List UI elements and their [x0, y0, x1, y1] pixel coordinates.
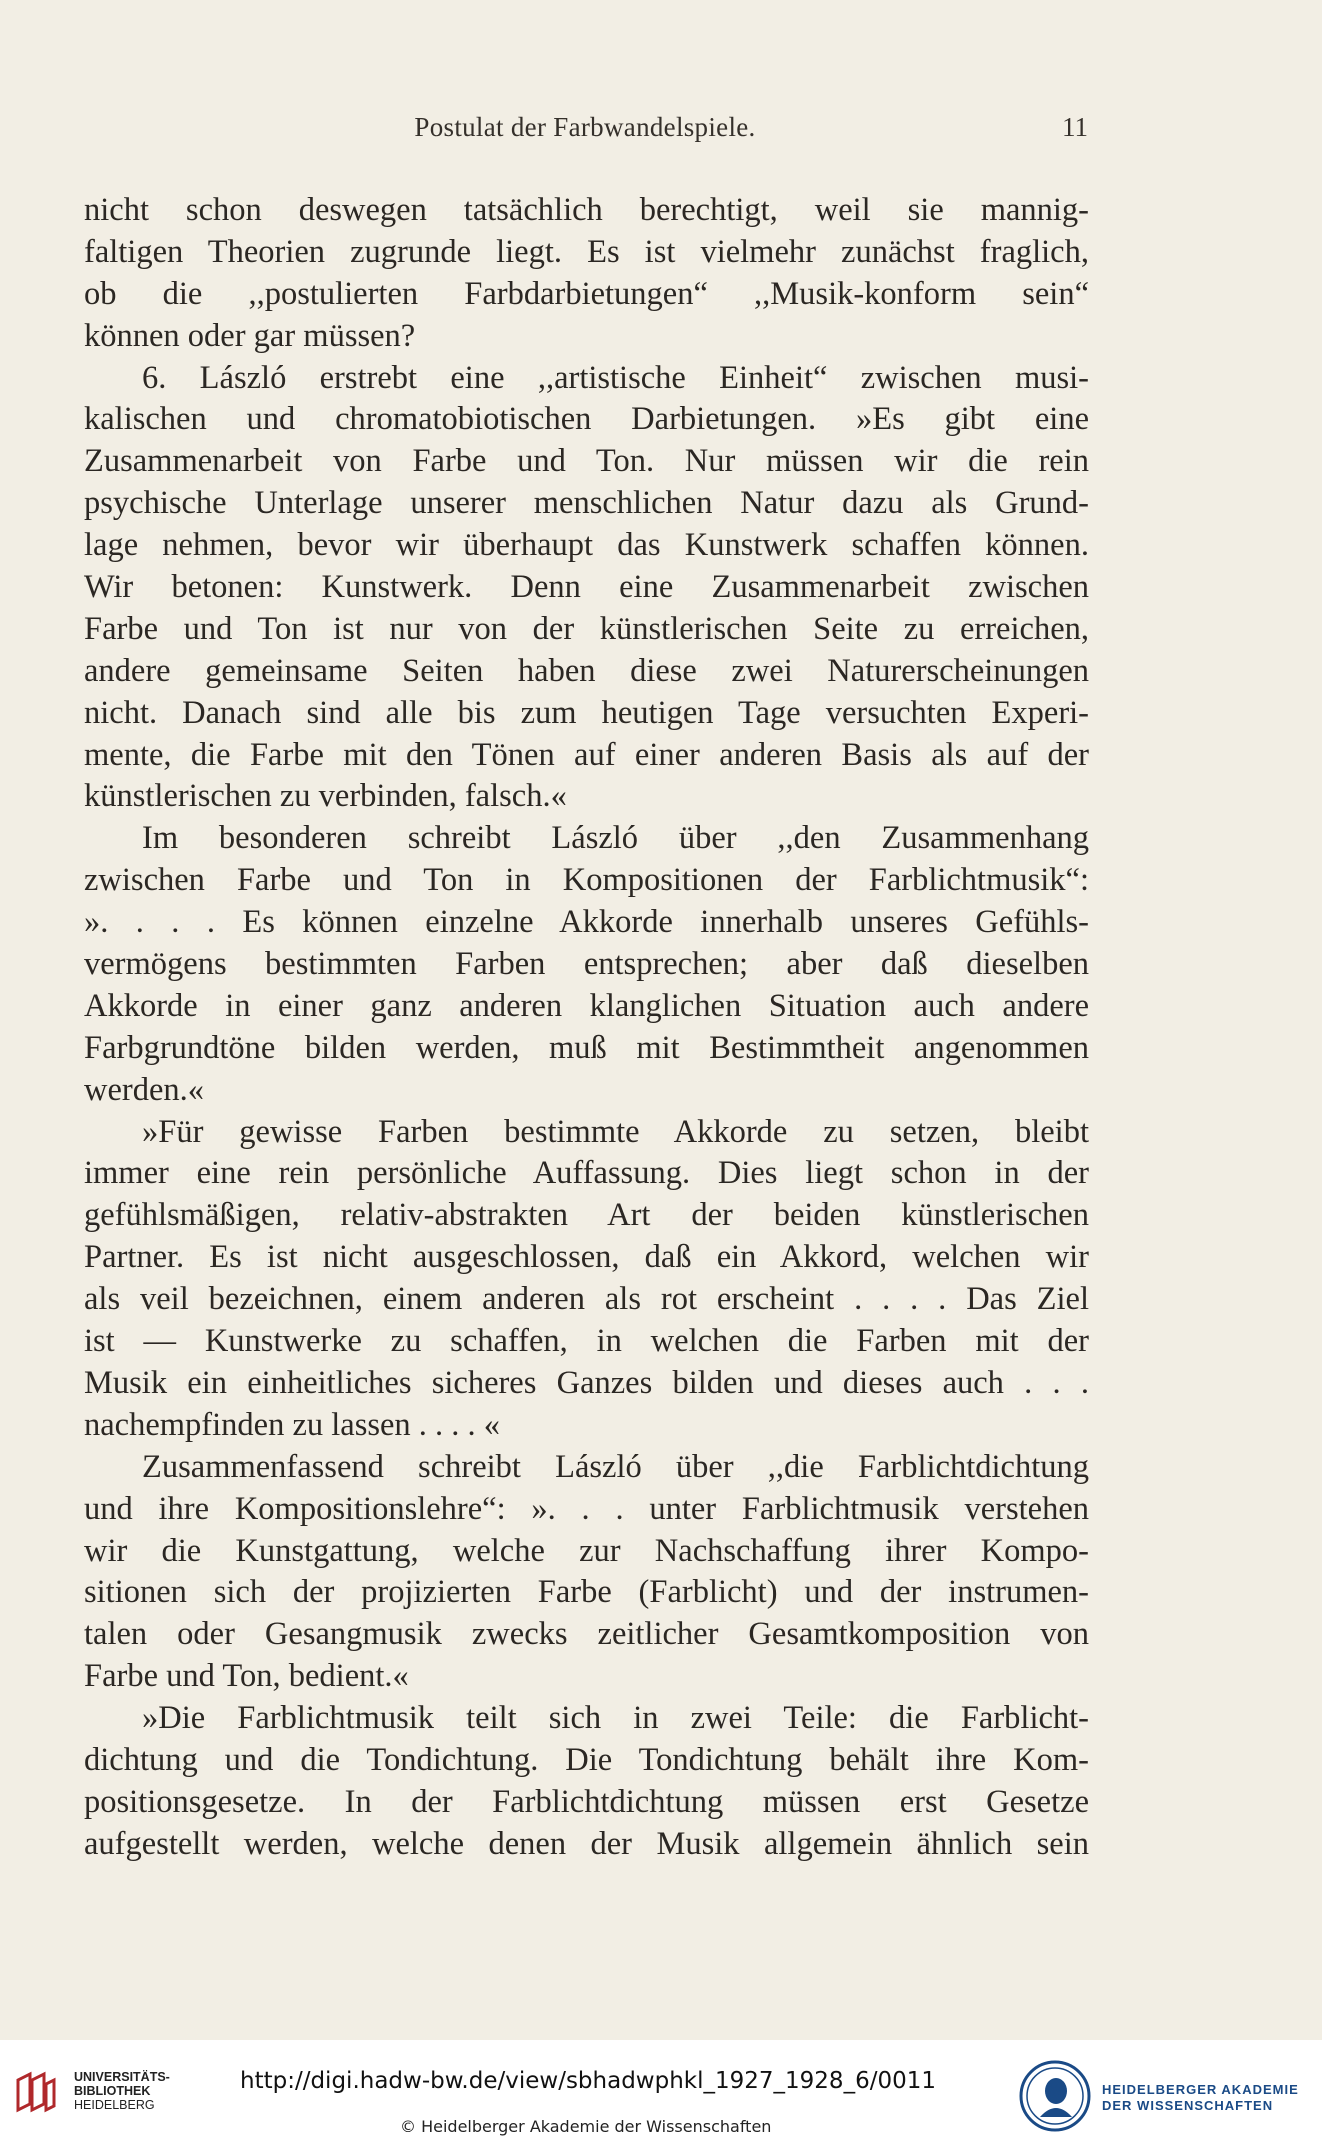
- text-line: nachempfinden zu lassen . . . . «: [84, 1406, 501, 1443]
- text-line: künstlerischen zu verbinden, falsch.«: [84, 778, 567, 815]
- text-line: Farbe und Ton, bedient.«: [84, 1658, 409, 1695]
- text-line: »Die Farblichtmusik teilt sich in zwei Teile: die Farblicht-: [142, 1700, 1089, 1737]
- text-line: Im besonderen schreibt László über ,,den Zusammenhang: [142, 820, 1089, 857]
- text-line: ». . . . Es können einzelne Akkorde innerhalb unseres Gefühls-: [84, 904, 1089, 941]
- body-text: [84, 190, 1089, 1866]
- text-line: talen oder Gesangmusik zwecks zeitlicher Gesamtkomposition von: [84, 1616, 1089, 1653]
- library-city: HEIDELBERG: [74, 2098, 155, 2112]
- text-line: sitionen sich der projizierten Farbe (Farblicht) und der instrumen-: [84, 1574, 1089, 1611]
- copyright-notice: © Heidelberger Akademie der Wissenschaften: [400, 2117, 772, 2136]
- text-line: Akkorde in einer ganz anderen klanglichen Situation auch andere: [84, 987, 1089, 1024]
- text-line: ist — Kunstwerke zu schaffen, in welchen die Farben mit der: [84, 1323, 1089, 1360]
- page-number: 11: [1062, 112, 1088, 142]
- text-line: »Für gewisse Farben bestimmte Akkorde zu setzen, bleibt: [142, 1113, 1089, 1150]
- text-line: 6. László erstrebt eine ,,artistische Einheit“ zwischen musi-: [142, 359, 1089, 396]
- text-line: gefühlsmäßigen, relativ-abstrakten Art der beiden künstlerischen: [84, 1197, 1089, 1234]
- text-line: ob die ,,postulierten Farbdarbietungen“ ,,Musik-konform sein“: [84, 275, 1089, 312]
- university-library-logo-icon: [14, 2070, 58, 2114]
- text-line: und ihre Kompositionslehre“: ». . . unter Farblichtmusik verstehen: [84, 1490, 1089, 1527]
- text-line: psychische Unterlage unserer menschlichen Natur dazu als Grund-: [84, 485, 1089, 522]
- text-line: kalischen und chromatobiotischen Darbietungen. »Es gibt eine: [84, 401, 1089, 438]
- text-line: nicht. Danach sind alle bis zum heutigen Tage versuchten Experi-: [84, 694, 1089, 731]
- text-line: können oder gar müssen?: [84, 317, 416, 354]
- text-line: Wir betonen: Kunstwerk. Denn eine Zusammenarbeit zwischen: [84, 569, 1089, 606]
- text-line: andere gemeinsame Seiten haben diese zwei Naturerscheinungen: [84, 652, 1089, 689]
- text-line: Farbgrundtöne bilden werden, muß mit Bestimmtheit angenommen: [84, 1029, 1089, 1066]
- running-title: Postulat der Farbwandelspiele.: [414, 112, 756, 142]
- text-line: faltigen Theorien zugrunde liegt. Es ist vielmehr zunächst fraglich,: [84, 233, 1089, 270]
- library-label: [74, 2070, 170, 2112]
- text-line: immer eine rein persönliche Auffassung. Dies liegt schon in der: [84, 1155, 1089, 1192]
- text-line: Partner. Es ist nicht ausgeschlossen, daß ein Akkord, welchen wir: [84, 1239, 1089, 1276]
- text-line: aufgestellt werden, welche denen der Musik allgemein ähnlich sein: [84, 1825, 1089, 1862]
- academy-line1: HEIDELBERGER AKADEMIE: [1102, 2082, 1299, 2097]
- text-line: werden.«: [84, 1071, 205, 1108]
- academy-seal-icon: [1018, 2059, 1092, 2133]
- text-line: wir die Kunstgattung, welche zur Nachschaffung ihrer Kompo-: [84, 1532, 1089, 1569]
- academy-label: [1102, 2082, 1299, 2114]
- text-line: zwischen Farbe und Ton in Kompositionen der Farblichtmusik“:: [84, 862, 1089, 899]
- text-line: Zusammenarbeit von Farbe und Ton. Nur müssen wir die rein: [84, 443, 1089, 480]
- page-header: [82, 112, 1088, 152]
- text-line: Zusammenfassend schreibt László über ,,die Farblichtdichtung: [142, 1448, 1089, 1485]
- text-line: positionsgesetze. In der Farblichtdichtung müssen erst Gesetze: [84, 1783, 1089, 1820]
- text-line: Musik ein einheitliches sicheres Ganzes bilden und dieses auch . . .: [84, 1364, 1089, 1401]
- text-line: dichtung und die Tondichtung. Die Tondichtung behält ihre Kom-: [84, 1741, 1089, 1778]
- digitization-footer: [0, 2040, 1322, 2151]
- library-name: UNIVERSITÄTS-: [74, 2070, 170, 2084]
- text-line: lage nehmen, bevor wir überhaupt das Kunstwerk schaffen können.: [84, 527, 1089, 564]
- library-name-2: BIBLIOTHEK: [74, 2084, 151, 2098]
- text-line: als veil bezeichnen, einem anderen als rot erscheint . . . . Das Ziel: [84, 1281, 1089, 1318]
- academy-line2: DER WISSENSCHAFTEN: [1102, 2098, 1274, 2113]
- permalink-url[interactable]: http://digi.hadw-bw.de/view/sbhadwphkl_1927_1928_6/0011: [240, 2068, 936, 2094]
- text-line: vermögens bestimmten Farben entsprechen; aber daß dieselben: [84, 946, 1089, 983]
- text-line: nicht schon deswegen tatsächlich berechtigt, weil sie mannig-: [84, 192, 1089, 228]
- text-line: mente, die Farbe mit den Tönen auf einer anderen Basis als auf der: [84, 736, 1089, 773]
- text-line: Farbe und Ton ist nur von der künstlerischen Seite zu erreichen,: [84, 610, 1089, 647]
